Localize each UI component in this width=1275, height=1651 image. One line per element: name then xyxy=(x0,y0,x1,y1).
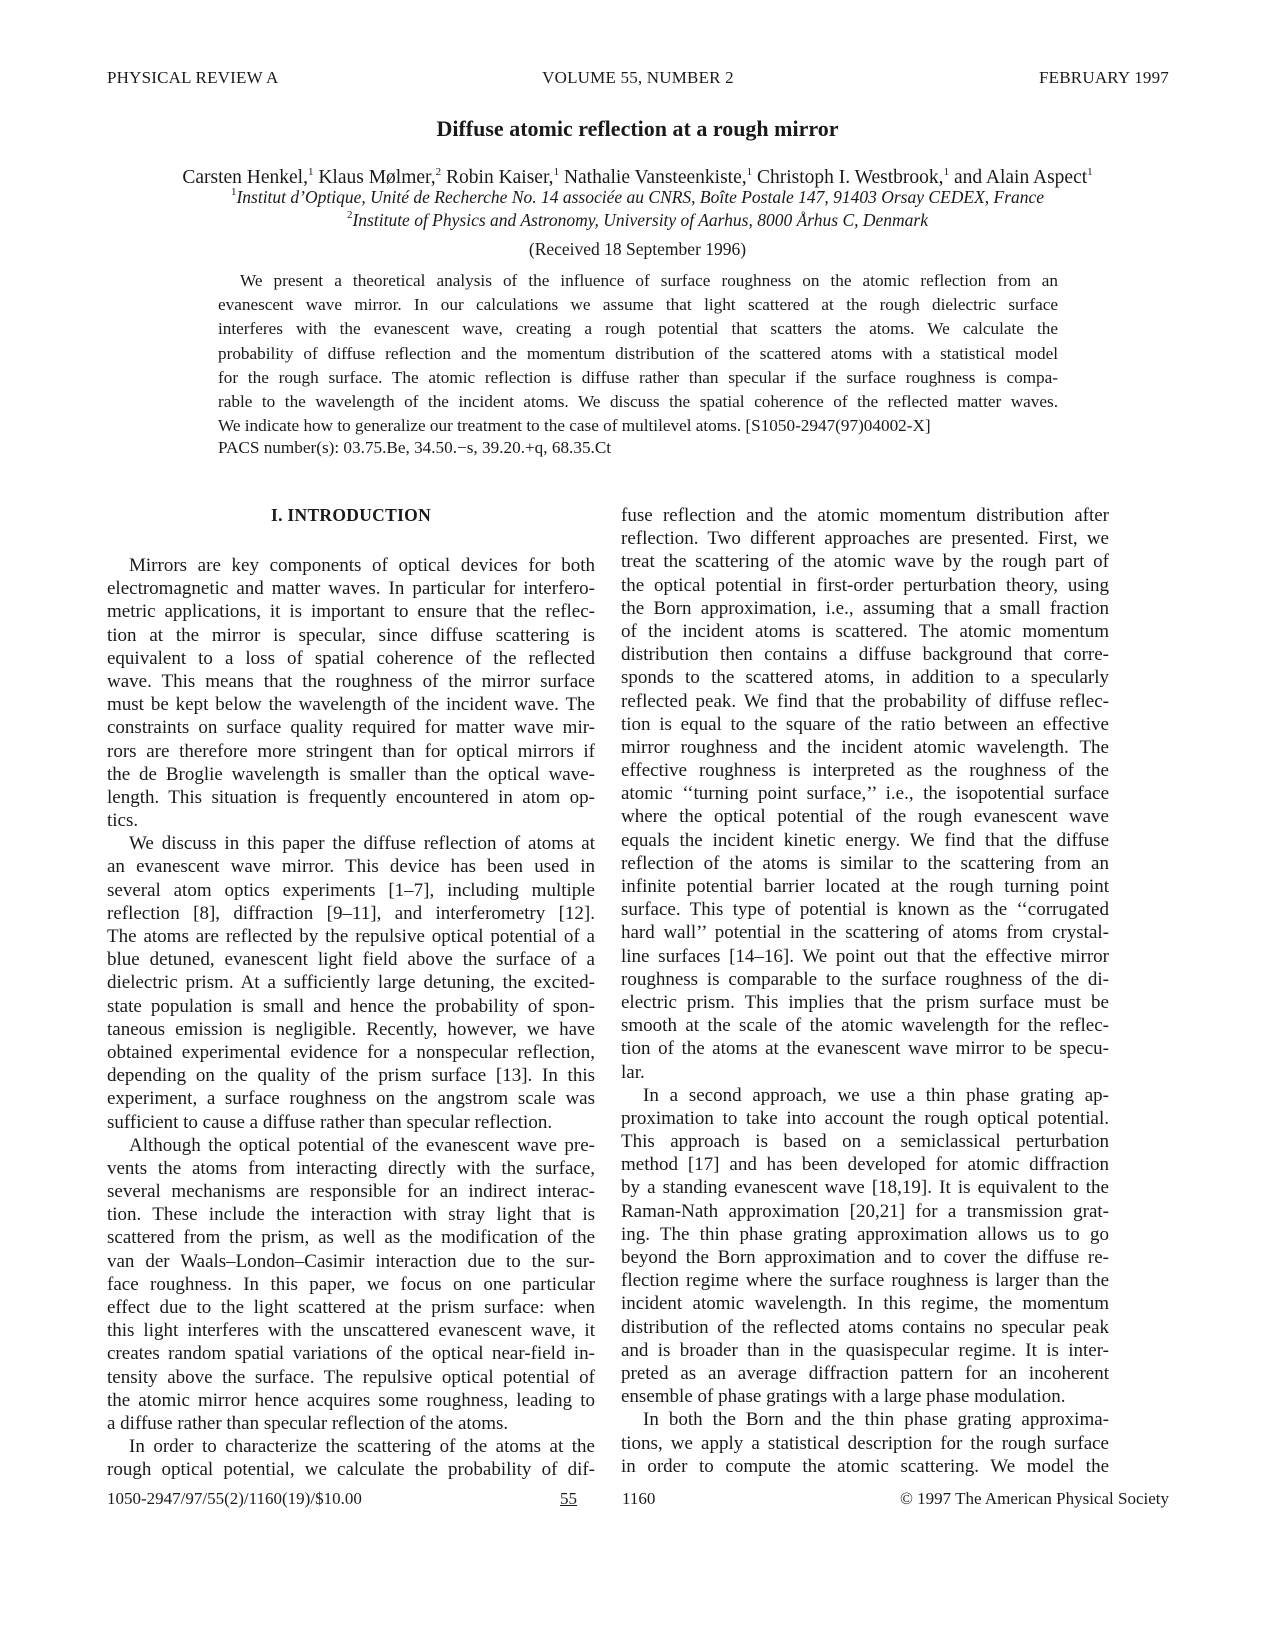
text-line: In a second approach, we use a thin phase grating ap- xyxy=(643,1084,1109,1106)
text-line: equivalent to a loss of spatial coherence of the reflected xyxy=(107,647,595,669)
text-line: beyond the Born approximation and to cover the diffuse re- xyxy=(621,1247,1109,1268)
author-name: Carsten Henkel, xyxy=(182,167,308,188)
text-line: effective roughness is interpreted as the roughness of the xyxy=(621,760,1109,782)
text-line: the atomic mirror hence acquires some roughness, leading to xyxy=(107,1389,595,1411)
text-line: tics. xyxy=(107,810,139,832)
text-line: tion at the mirror is specular, since diffuse scattering is xyxy=(107,624,595,646)
text-line: treat the scattering of the atomic wave by the rough part of xyxy=(621,551,1109,573)
text-line: length. This situation is frequently encountered in atom op- xyxy=(107,786,595,808)
text-line: a diffuse rather than specular reflection of the atoms. xyxy=(107,1412,509,1434)
right-column xyxy=(621,504,1109,1478)
text-line: Although the optical potential of the evanescent wave pre- xyxy=(129,1134,595,1156)
received-date: (Received 18 September 1996) xyxy=(528,239,747,259)
text-line: incident atomic wavelength. In this regime, the momentum xyxy=(621,1293,1109,1315)
abstract-line: We present a theoretical analysis of the influence of surface roughness on the atomic reflection from an xyxy=(240,271,1058,290)
text-line: rors are therefore more stringent than for optical mirrors if xyxy=(107,740,595,762)
text-line: reflection of the atoms is similar to the scattering from an xyxy=(621,852,1109,874)
text-line: the de Broglie wavelength is smaller than the optical wave- xyxy=(107,763,595,785)
text-line: where the optical potential of the rough evanescent wave xyxy=(621,806,1109,828)
text-line: scattered from the prism, as well as the modification of the xyxy=(107,1227,595,1249)
text-line: infinite potential barrier located at the rough turning point xyxy=(621,876,1109,897)
affiliation-2-marker: 2 xyxy=(346,209,353,221)
text-line: taneous emission is negligible. Recently, however, we have xyxy=(107,1018,595,1040)
text-line: wave. This means that the roughness of the mirror surface xyxy=(107,670,595,692)
text-line: Mirrors are key components of optical devices for both xyxy=(129,555,595,576)
abstract-line: probability of diffuse reflection and the momentum distribution of the scattered atoms with a statistical model xyxy=(218,343,1058,363)
text-line: face roughness. In this paper, we focus on one particular xyxy=(107,1273,595,1295)
text-line: by a standing evanescent wave [18,19]. It is equivalent to the xyxy=(621,1177,1109,1199)
text-line: of the incident atoms is scattered. The atomic momentum xyxy=(621,620,1109,642)
text-line: fuse reflection and the atomic momentum distribution after xyxy=(621,505,1109,526)
text-line: flection regime where the surface roughness is larger than the xyxy=(621,1270,1109,1292)
left-column-body xyxy=(107,554,595,1482)
abstract-line: for the rough surface. The atomic reflection is diffuse rather than specular if the surface roughness is compa- xyxy=(218,367,1058,387)
text-line: ing. The thin phase grating approximation allows us to go xyxy=(621,1223,1109,1245)
text-line: and is broader than in the quasispecular regime. It is inter- xyxy=(621,1339,1109,1361)
text-line: The atoms are reflected by the repulsive optical potential of a xyxy=(107,926,595,947)
affiliation-2-text: Institute of Physics and Astronomy, University of Aarhus, 8000 Århus C, Denmark xyxy=(352,210,929,230)
author-name: Klaus Mølmer, xyxy=(318,167,436,188)
text-line: This approach is based on a semiclassical perturbation xyxy=(621,1131,1109,1153)
author-affiliation-marker: 1 xyxy=(943,166,950,178)
author-affiliation-marker: 2 xyxy=(435,166,442,178)
affiliation-1-text: Institut d’Optique, Unité de Recherche No. 14 associée au CNRS, Boîte Postale 147, 91403 Orsay CEDEX, France xyxy=(236,187,1045,207)
running-header xyxy=(107,68,1169,92)
author-affiliation-marker: 1 xyxy=(553,166,560,178)
text-line: electric prism. This implies that the prism surface must be xyxy=(621,991,1109,1013)
text-line: ensemble of phase gratings with a large phase modulation. xyxy=(621,1386,1066,1408)
abstract-line: We indicate how to generalize our treatment to the case of multilevel atoms. [S1050-2947(97)04002-X] xyxy=(218,416,931,436)
text-line: smooth at the scale of the atomic wavelength for the reflec- xyxy=(621,1015,1109,1037)
text-line: reflected peak. We find that the probability of diffuse reflec- xyxy=(621,690,1109,712)
text-line: tion of the atoms at the evanescent wave mirror to be specu- xyxy=(621,1038,1109,1060)
text-line: an evanescent wave mirror. This device has been used in xyxy=(107,856,595,878)
text-line: state population is small and hence the probability of spon- xyxy=(107,995,595,1017)
text-line: reflection. Two different approaches are presented. First, we xyxy=(621,528,1109,550)
text-line: experiment, a surface roughness on the angstrom scale was xyxy=(107,1088,595,1110)
page-number: 1160 xyxy=(622,1489,656,1508)
text-line: tensity above the surface. The repulsive optical potential of xyxy=(107,1366,595,1388)
text-line: creates random spatial variations of the optical near-field in- xyxy=(107,1343,595,1365)
text-line: tion. These include the interaction with stray light that is xyxy=(107,1204,595,1226)
text-line: mirror roughness and the incident atomic wavelength. The xyxy=(621,736,1109,758)
text-line: proximation to take into account the rough optical potential. xyxy=(621,1107,1109,1129)
right-column-body xyxy=(621,504,1109,1478)
text-line: several mechanisms are responsible for an indirect interac- xyxy=(107,1181,595,1203)
text-line: the Born approximation, i.e., assuming that a small fraction xyxy=(621,597,1109,619)
article-code: 1050-2947/97/55(2)/1160(19)/$10.00 xyxy=(107,1489,362,1508)
text-line: preted as an average diffraction pattern for an incoherent xyxy=(621,1362,1109,1384)
text-line: rough optical potential, we calculate the probability of dif- xyxy=(107,1459,595,1481)
abstract-line: evanescent wave mirror. In our calculations we assume that light scattered at the rough dielectric surface xyxy=(218,295,1058,315)
author-affiliation-marker: 1 xyxy=(1087,166,1093,178)
text-line: In both the Born and the thin phase grating approxima- xyxy=(643,1409,1109,1431)
author-name: Nathalie Vansteenkiste, xyxy=(563,167,747,188)
affiliation-1-marker: 1 xyxy=(230,186,237,198)
text-line: several atom optics experiments [1–7], including multiple xyxy=(107,879,595,901)
text-line: roughness is comparable to the surface roughness of the di- xyxy=(621,968,1109,990)
journal-name: PHYSICAL REVIEW A xyxy=(107,68,279,87)
left-column xyxy=(107,504,595,1482)
page-footer xyxy=(107,1489,1169,1511)
text-line: atomic ‘‘turning point surface,’’ i.e., the isopotential surface xyxy=(621,783,1109,805)
text-line: effect due to the light scattered at the prism surface: when xyxy=(107,1297,595,1318)
text-line: sponds to the scattered atoms, in addition to a specularly xyxy=(621,667,1109,689)
text-line: electromagnetic and matter waves. In particular for interfero- xyxy=(107,578,595,600)
affiliation-2 xyxy=(0,209,1275,231)
journal-volume: VOLUME 55, NUMBER 2 xyxy=(542,68,734,87)
text-line: constraints on surface quality required for matter wave mir- xyxy=(107,717,595,739)
text-line: distribution then contains a diffuse background that corre- xyxy=(621,644,1109,666)
author-affiliation-marker: 1 xyxy=(746,166,753,178)
text-line: lar. xyxy=(621,1061,645,1083)
section-heading: I. INTRODUCTION xyxy=(270,505,432,525)
text-line: equals the incident kinetic energy. We find that the diffuse xyxy=(621,829,1109,851)
text-line: hard wall’’ potential in the scattering of atoms from crystal- xyxy=(621,922,1109,944)
pacs-numbers: PACS number(s): 03.75.Be, 34.50.−s, 39.20.+q, 68.35.Ct xyxy=(218,438,612,457)
text-line: blue detuned, evanescent light field above the surface of a xyxy=(107,949,595,971)
abstract-line: rable to the wavelength of the incident atoms. We discuss the spatial coherence of the reflected matter waves. xyxy=(218,391,1058,411)
text-line: method [17] and has been developed for atomic diffraction xyxy=(621,1154,1109,1176)
text-line: distribution of the reflected atoms contains no specular peak xyxy=(621,1316,1109,1338)
text-line: In order to characterize the scattering of the atoms at the xyxy=(129,1436,595,1458)
abstract-line: interferes with the evanescent wave, creating a rough potential that scatters the atoms. We calculate the xyxy=(218,319,1058,339)
author-affiliation-marker: 1 xyxy=(307,166,314,178)
abstract xyxy=(218,269,1058,438)
text-line: dielectric prism. At a sufficiently large detuning, the excited- xyxy=(107,972,595,994)
text-line: line surfaces [14–16]. We point out that the effective mirror xyxy=(621,945,1109,967)
paper-title: Diffuse atomic reflection at a rough mirror xyxy=(436,116,839,141)
text-line: tions, we apply a statistical description for the rough surface xyxy=(621,1432,1109,1454)
author-name: Christoph I. Westbrook, xyxy=(756,167,944,188)
text-line: surface. This type of potential is known as the ‘‘corrugated xyxy=(621,899,1109,921)
journal-date: FEBRUARY 1997 xyxy=(1039,68,1169,87)
footer-volume: 55 xyxy=(560,1489,577,1508)
text-line: must be kept below the wavelength of the incident wave. The xyxy=(107,694,595,716)
text-line: reflection [8], diffraction [9–11], and interferometry [12]. xyxy=(107,902,595,924)
text-line: We discuss in this paper the diffuse reflection of atoms at xyxy=(129,833,595,855)
text-line: Raman-Nath approximation [20,21] for a transmission grat- xyxy=(621,1200,1109,1222)
text-line: metric applications, it is important to ensure that the reflec- xyxy=(107,601,595,623)
text-line: obtained experimental evidence for a nonspecular reflection, xyxy=(107,1041,595,1063)
text-line: van der Waals–London–Casimir interaction due to the sur- xyxy=(107,1250,595,1272)
text-line: the optical potential in first-order perturbation theory, using xyxy=(621,574,1109,596)
text-line: vents the atoms from interacting directly with the surface, xyxy=(107,1157,595,1179)
author-name: Robin Kaiser, xyxy=(446,167,554,188)
text-line: sufficient to cause a diffuse rather than specular reflection. xyxy=(107,1111,553,1133)
text-line: this light interferes with the unscattered evanescent wave, it xyxy=(107,1320,595,1342)
text-line: in order to compute the atomic scattering. We model the xyxy=(621,1455,1109,1477)
author-name: and Alain Aspect xyxy=(953,167,1088,188)
affiliation-1 xyxy=(0,186,1275,208)
copyright: © 1997 The American Physical Society xyxy=(900,1489,1169,1508)
text-line: depending on the quality of the prism surface [13]. In this xyxy=(107,1065,595,1087)
text-line: tion is equal to the square of the ratio between an effective xyxy=(621,713,1109,735)
